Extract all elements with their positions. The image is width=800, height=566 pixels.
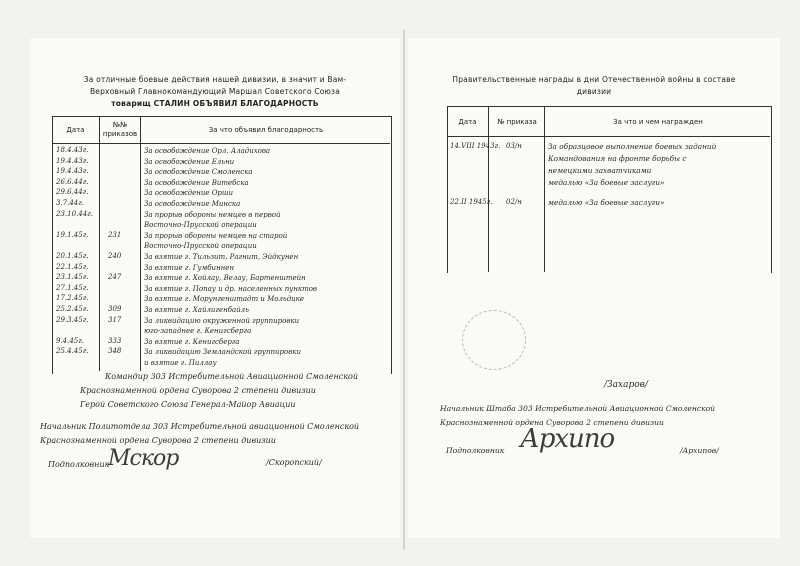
right-table-col-divider-2: [544, 106, 545, 272]
left-row-reason: За прорыв обороны немцев на старой: [144, 231, 288, 240]
left-row-reason: За взятие г. Морунгенштадт и Мольдике: [144, 295, 305, 304]
chief-signature: Архипо: [520, 424, 615, 454]
left-col-date: Дата: [66, 126, 85, 134]
left-row-order: 231: [108, 230, 122, 239]
left-row-reason: Восточно-Прусской операции: [144, 242, 257, 251]
left-row-date: 29.6.44г.: [56, 188, 89, 197]
chief-name: /Архипов/: [680, 446, 719, 455]
left-row-date: 23.10.44г.: [56, 209, 93, 218]
left-header-line-1: За отличные боевые действия нашей дивизии, в значит и Вам-: [83, 75, 347, 84]
left-row-reason: За освобождение Смоленска: [144, 168, 253, 177]
page-fold: [403, 30, 405, 550]
left-row-reason: За взятие г. Гумбиннен: [144, 263, 235, 272]
left-row-date: 3.7.44г.: [56, 199, 85, 207]
right-row-date: 22.II 1945г.: [450, 198, 493, 206]
politdept-signature: Мскор: [108, 446, 179, 471]
left-row-date: 18.4.43г.: [56, 146, 89, 154]
left-row-date: 23.1.45г.: [56, 273, 89, 282]
left-row-reason: За взятие г. Хойлау, Велау, Бартенштейн: [144, 274, 306, 283]
left-row-reason: юго-западнее г. Кенигсберга: [144, 327, 252, 336]
left-row-date: 25.2.45г.: [56, 305, 89, 313]
left-row-order: 317: [108, 315, 122, 324]
left-col-orders: №№ приказов: [102, 121, 138, 138]
left-row-reason: За взятие г. Кенигсберга: [144, 337, 240, 346]
left-row-date: 19.4.43г.: [56, 167, 89, 176]
commander-line-1: Командир 303 Истребительной Авиационной Смоленской: [105, 372, 358, 381]
left-row-reason: За освобождение Витебска: [144, 178, 249, 187]
left-row-reason: За взятие г. Попау и др. населенных пунктов: [144, 284, 318, 293]
left-row-reason: За взятие г. Тильзит, Рагнит, Эйдкунен: [144, 253, 299, 261]
left-row-date: 25.4.45г.: [56, 347, 89, 356]
chief-name-top: /Захаров/: [604, 380, 648, 390]
right-row-order: 03/н: [506, 142, 522, 150]
left-row-order: 333: [108, 336, 122, 345]
left-row-date: 26.6.44г.: [56, 177, 89, 186]
right-row-award: немецкими захватчиками: [548, 166, 652, 175]
right-header-line-2: дивизии: [576, 87, 612, 96]
politdept-line-1: Начальник Политотдела 303 Истребительной авиационной Смоленской: [40, 422, 360, 431]
left-row-reason: За взятие г. Хайлигенбайль: [144, 306, 249, 314]
right-col-award: За что и чем награжден: [613, 118, 703, 126]
left-row-reason: За ликвидацию Земландской группировки: [144, 348, 301, 357]
left-row-order: 309: [108, 305, 122, 313]
left-row-reason: Восточно-Прусской операции: [144, 221, 257, 230]
left-row-date: 17.2.45г.: [56, 294, 89, 303]
left-row-reason: За прорыв обороны немцев в первой: [144, 210, 281, 219]
left-row-date: 9.4.45г.: [56, 336, 85, 345]
left-row-reason: За освобождение Орши: [144, 189, 234, 198]
left-row-date: 20.1.45г.: [56, 252, 89, 260]
right-col-date: Дата: [458, 118, 477, 126]
right-header-line-1: Правительственные награды в дни Отечественной войны в составе: [452, 75, 736, 84]
right-table-col-divider-1: [488, 106, 489, 272]
left-row-reason: и взятие г. Пиллау: [144, 359, 217, 367]
right-row-award: медалью «За боевые заслуги»: [548, 178, 665, 187]
left-row-order: 247: [108, 273, 122, 282]
chief-rank: Подполковник: [446, 446, 505, 455]
right-table-head-divider: [447, 136, 770, 137]
left-row-reason: За ликвидацию окруженной группировки: [144, 316, 300, 325]
right-table: [447, 106, 772, 273]
right-col-order: № приказа: [497, 118, 537, 126]
left-row-order: 348: [108, 347, 122, 356]
left-row-date: 19.4.43г.: [56, 156, 89, 165]
left-table-head-divider: [52, 143, 390, 144]
right-row-date: 14.VIII 1943г.: [450, 142, 501, 150]
left-row-order: 240: [108, 252, 122, 260]
politdept-rank: Подполковник: [48, 460, 110, 469]
left-table-col-divider-2: [140, 116, 141, 371]
left-row-date: 22.1.45г.: [56, 262, 89, 271]
right-row-order: 02/н: [506, 198, 522, 206]
left-row-reason: За освобождение Ельни: [144, 157, 235, 166]
left-table-col-divider-1: [99, 116, 100, 371]
faded-stamp: [462, 310, 526, 370]
chief-line-1: Начальник Штаба 303 Истребительной Авиационной Смоленской: [440, 404, 716, 413]
left-row-date: 27.1.45г.: [56, 283, 89, 292]
chief-line-2: Краснознаменной ордена Суворова 2 степени дивизии: [440, 418, 664, 427]
right-row-award: медалью «За боевые заслуги»: [548, 198, 665, 207]
right-row-award: Командования на фронте борьбы с: [548, 154, 687, 163]
left-header-line-2: Верховный Главнокомандующий Маршал Советского Союза: [89, 87, 341, 96]
left-row-date: 19.1.45г.: [56, 230, 89, 239]
politdept-line-2: Краснознаменной ордена Суворова 2 степени дивизии: [40, 436, 276, 445]
left-col-reason: За что объявил благодарность: [208, 126, 324, 134]
left-header-line-3: товарищ СТАЛИН ОБЪЯВИЛ БЛАГОДАРНОСТЬ: [111, 99, 319, 108]
left-row-date: 29.3.45г.: [56, 315, 89, 324]
commander-line-3: Герой Советского Союза Генерал-Майор Авиации: [80, 400, 296, 409]
left-row-reason: За освобождение Минска: [144, 200, 241, 208]
left-row-reason: За освобождение Орл. Аладихова: [144, 147, 271, 155]
commander-line-2: Краснознаменной ордена Суворова 2 степени дивизии: [80, 386, 316, 395]
right-row-award: За образцовое выполнение боевых заданий: [548, 142, 717, 151]
politdept-name: /Скоропский/: [266, 458, 322, 467]
